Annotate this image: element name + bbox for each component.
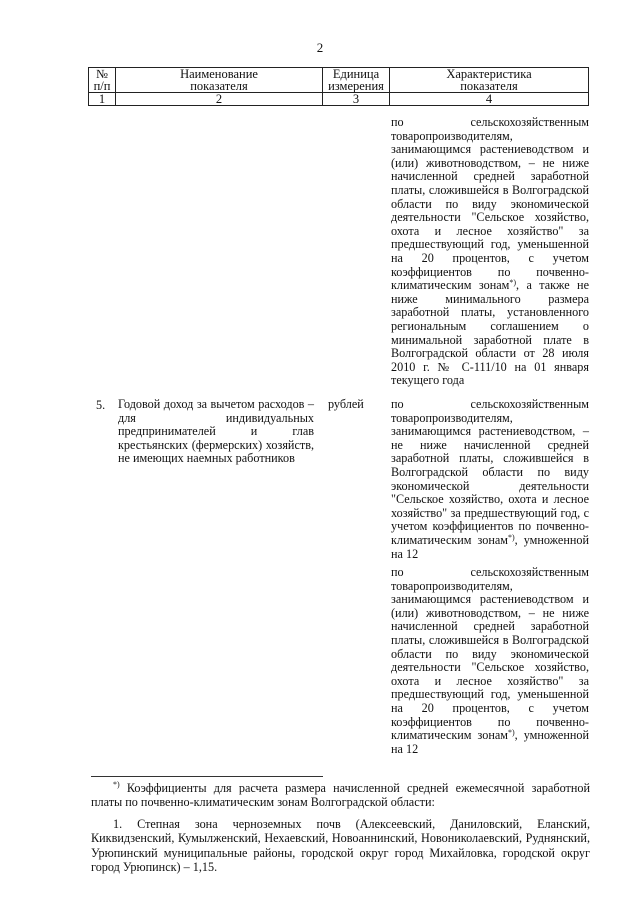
header-row [89, 68, 589, 93]
page-number: 2 [316, 40, 324, 55]
row-5-characteristic-2: по сельскохозяйственным товаропроизводителям, занимающимся растениеводством и (или) животноводством, – не ниже начисленной средней заработной платы, сложившейся в Волгоградской области по виду экономической деятельности "Сельское хозяйство, охота и лесное хозяйство" за предшествующий год, уменьшенной на 20 процентов, с учетом коэффициентов по почвенно-климатическим зонам*), умноженной на 12 [391, 565, 589, 756]
col-number-3: 3 [323, 93, 390, 106]
col-number-4: 4 [390, 93, 589, 106]
header-name: Наименование показателя [116, 68, 323, 93]
row-5-number: 5. [96, 398, 106, 412]
header-numbers-row [89, 93, 589, 106]
continued-characteristic: по сельскохозяйственным товаропроизводителям, занимающимся растениеводством и (или) животноводством, – не ниже начисленной средней заработной платы, сложившейся в Волгоградской области по виду экономической деятельности "Сельское хозяйство, охота и лесное хозяйство" за предшествующий год, уменьшенной на 20 процентов, с учетом коэффициентов по почвенно-климатическим зонам*), а также не ниже минимального размера заработной платы, установленного региональным соглашением о минимальной заработной плате в Волгоградской области от 28 июля 2010 г. № С-111/10 на 01 января текущего года [391, 115, 589, 388]
header-characteristic: Характеристика показателя [390, 68, 589, 93]
footnote-separator [91, 776, 323, 777]
col-number-1: 1 [89, 93, 116, 106]
footnotes [91, 781, 590, 874]
col-number-2: 2 [116, 93, 323, 106]
row-5-unit: рублей [328, 397, 364, 411]
row-5-name: Годовой доход за вычетом расходов – для индивидуальных предпринимателей и глав крестьянских (фермерских) хозяйств, не имеющих наемных работников [118, 397, 314, 466]
header-number: № п/п [89, 68, 116, 93]
header-unit: Единица измерения [323, 68, 390, 93]
footnote-text: *) Коэффициенты для расчета размера начисленной средней ежемесячной заработной платы по почвенно-климатическим зонам Волгоградской области: [91, 780, 590, 810]
footnote-item-1: 1. Степная зона черноземных почв (Алексеевский, Даниловский, Еланский, Киквидзенский, Кумылженский, Нехаевский, Новоаннинский, Новониколаевский, Руднянский, Урюпинский муниципальные районы, городской округ город Михайловка, городской округ город Урюпинск) – 1,15. [91, 816, 590, 875]
table-header [88, 67, 589, 106]
row-5-characteristic-1: по сельскохозяйственным товаропроизводителям, занимающимся растениеводством, – не ниже начисленной средней заработной платы, сложившейся в Волгоградской области по виду экономической деятельности "Сельское хозяйство, охота и лесное хозяйство" за предшествующий год, с учетом коэффициентов по почвенно-климатическим зонам*), умноженной на 12 [391, 397, 589, 561]
